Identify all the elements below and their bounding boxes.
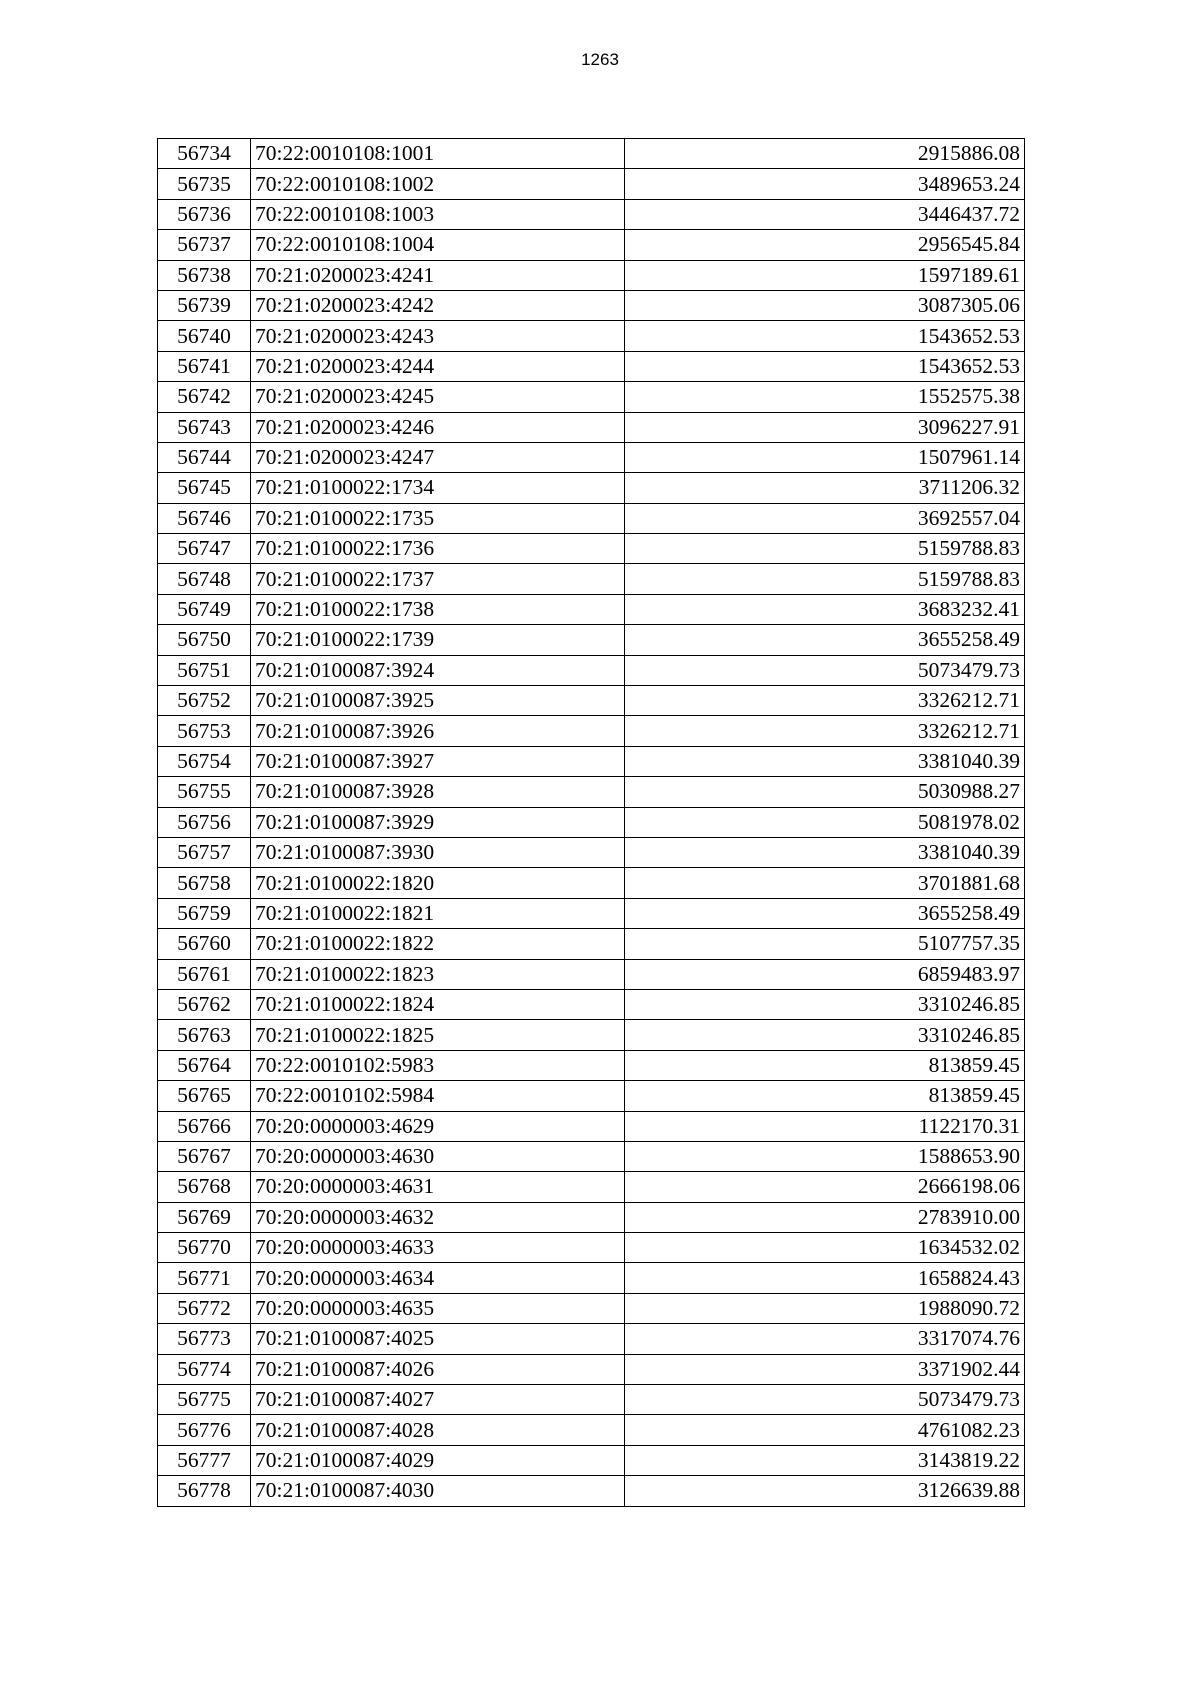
table-row	[158, 777, 1025, 807]
cadastral-value-cell: 3096227.91	[625, 412, 1025, 442]
table-row	[158, 868, 1025, 898]
cadastral-value-cell: 1122170.31	[625, 1111, 1025, 1141]
row-number-cell: 56766	[158, 1111, 251, 1141]
cadastral-value-cell: 5107757.35	[625, 929, 1025, 959]
cadastral-number-cell: 70:20:0000003:4631	[251, 1172, 625, 1202]
row-number-cell: 56737	[158, 230, 251, 260]
row-number-cell: 56769	[158, 1202, 251, 1232]
row-number-cell: 56760	[158, 929, 251, 959]
row-number-cell: 56761	[158, 959, 251, 989]
table-row	[158, 1020, 1025, 1050]
cadastral-value-cell: 813859.45	[625, 1081, 1025, 1111]
row-number-cell: 56746	[158, 503, 251, 533]
table-row	[158, 442, 1025, 472]
cadastral-number-cell: 70:21:0100022:1735	[251, 503, 625, 533]
cadastral-number-cell: 70:21:0200023:4242	[251, 290, 625, 320]
row-number-cell: 56754	[158, 746, 251, 776]
cadastral-value-cell: 1588653.90	[625, 1141, 1025, 1171]
cadastral-number-cell: 70:20:0000003:4635	[251, 1293, 625, 1323]
table-row	[158, 1111, 1025, 1141]
cadastral-value-cell: 6859483.97	[625, 959, 1025, 989]
row-number-cell: 56744	[158, 442, 251, 472]
row-number-cell: 56743	[158, 412, 251, 442]
row-number-cell: 56742	[158, 382, 251, 412]
row-number-cell: 56755	[158, 777, 251, 807]
cadastral-number-cell: 70:21:0100022:1824	[251, 989, 625, 1019]
cadastral-number-cell: 70:20:0000003:4629	[251, 1111, 625, 1141]
cadastral-number-cell: 70:20:0000003:4630	[251, 1141, 625, 1171]
cadastral-value-cell: 5159788.83	[625, 564, 1025, 594]
cadastral-value-cell: 3489653.24	[625, 169, 1025, 199]
table-row	[158, 169, 1025, 199]
cadastral-value-cell: 1507961.14	[625, 442, 1025, 472]
row-number-cell: 56752	[158, 686, 251, 716]
cadastral-value-cell: 3381040.39	[625, 746, 1025, 776]
cadastral-number-cell: 70:21:0100022:1737	[251, 564, 625, 594]
cadastral-value-cell: 5030988.27	[625, 777, 1025, 807]
table-row	[158, 746, 1025, 776]
table-row	[158, 1263, 1025, 1293]
row-number-cell: 56758	[158, 868, 251, 898]
cadastral-number-cell: 70:21:0100022:1821	[251, 898, 625, 928]
cadastral-value-cell: 3655258.49	[625, 898, 1025, 928]
row-number-cell: 56770	[158, 1233, 251, 1263]
row-number-cell: 56734	[158, 139, 251, 169]
table-row	[158, 564, 1025, 594]
cadastral-number-cell: 70:21:0100087:4026	[251, 1354, 625, 1384]
table-row	[158, 290, 1025, 320]
table-row	[158, 655, 1025, 685]
row-number-cell: 56774	[158, 1354, 251, 1384]
cadastral-value-cell: 3126639.88	[625, 1476, 1025, 1506]
cadastral-value-cell: 2783910.00	[625, 1202, 1025, 1232]
table-row	[158, 473, 1025, 503]
cadastral-number-cell: 70:21:0100087:4025	[251, 1324, 625, 1354]
cadastral-number-cell: 70:21:0100087:3925	[251, 686, 625, 716]
table-row	[158, 321, 1025, 351]
cadastral-number-cell: 70:21:0100022:1734	[251, 473, 625, 503]
row-number-cell: 56765	[158, 1081, 251, 1111]
cadastral-number-cell: 70:20:0000003:4634	[251, 1263, 625, 1293]
cadastral-number-cell: 70:21:0100087:4027	[251, 1385, 625, 1415]
table-row	[158, 1476, 1025, 1506]
row-number-cell: 56757	[158, 837, 251, 867]
row-number-cell: 56772	[158, 1293, 251, 1323]
cadastral-number-cell: 70:21:0100087:3928	[251, 777, 625, 807]
table-row	[158, 1293, 1025, 1323]
cadastral-number-cell: 70:21:0200023:4246	[251, 412, 625, 442]
table-row	[158, 1324, 1025, 1354]
cadastral-value-cell: 3446437.72	[625, 199, 1025, 229]
cadastral-value-cell: 3143819.22	[625, 1445, 1025, 1475]
cadastral-value-cell: 1597189.61	[625, 260, 1025, 290]
cadastral-number-cell: 70:22:0010102:5983	[251, 1050, 625, 1080]
row-number-cell: 56740	[158, 321, 251, 351]
row-number-cell: 56748	[158, 564, 251, 594]
table-row	[158, 412, 1025, 442]
table-row	[158, 1050, 1025, 1080]
cadastral-value-cell: 1543652.53	[625, 321, 1025, 351]
cadastral-number-cell: 70:21:0100087:4029	[251, 1445, 625, 1475]
cadastral-value-table	[157, 138, 1025, 1507]
cadastral-value-cell: 3683232.41	[625, 594, 1025, 624]
table-row	[158, 1415, 1025, 1445]
table-row	[158, 625, 1025, 655]
cadastral-number-cell: 70:21:0200023:4247	[251, 442, 625, 472]
cadastral-number-cell: 70:21:0100087:3929	[251, 807, 625, 837]
row-number-cell: 56773	[158, 1324, 251, 1354]
table-row	[158, 898, 1025, 928]
table-row	[158, 929, 1025, 959]
cadastral-number-cell: 70:21:0100022:1822	[251, 929, 625, 959]
cadastral-number-cell: 70:21:0200023:4244	[251, 351, 625, 381]
cadastral-number-cell: 70:22:0010102:5984	[251, 1081, 625, 1111]
cadastral-value-cell: 5159788.83	[625, 534, 1025, 564]
cadastral-number-cell: 70:21:0100022:1820	[251, 868, 625, 898]
row-number-cell: 56750	[158, 625, 251, 655]
row-number-cell: 56753	[158, 716, 251, 746]
table-body	[158, 139, 1025, 1507]
cadastral-number-cell: 70:22:0010108:1001	[251, 139, 625, 169]
row-number-cell: 56741	[158, 351, 251, 381]
cadastral-number-cell: 70:21:0100087:4028	[251, 1415, 625, 1445]
cadastral-value-cell: 1988090.72	[625, 1293, 1025, 1323]
cadastral-value-cell: 3310246.85	[625, 1020, 1025, 1050]
cadastral-number-cell: 70:21:0100087:3926	[251, 716, 625, 746]
row-number-cell: 56763	[158, 1020, 251, 1050]
cadastral-value-cell: 3317074.76	[625, 1324, 1025, 1354]
cadastral-value-cell: 2666198.06	[625, 1172, 1025, 1202]
table-row	[158, 1202, 1025, 1232]
table-row	[158, 1081, 1025, 1111]
cadastral-value-cell: 5073479.73	[625, 655, 1025, 685]
table-row	[158, 139, 1025, 169]
cadastral-value-cell: 1658824.43	[625, 1263, 1025, 1293]
table-row	[158, 1141, 1025, 1171]
table-row	[158, 1172, 1025, 1202]
table-row	[158, 1445, 1025, 1475]
cadastral-number-cell: 70:22:0010108:1004	[251, 230, 625, 260]
table-row	[158, 716, 1025, 746]
table-row	[158, 959, 1025, 989]
cadastral-number-cell: 70:21:0200023:4245	[251, 382, 625, 412]
cadastral-value-cell: 5081978.02	[625, 807, 1025, 837]
row-number-cell: 56749	[158, 594, 251, 624]
table-row	[158, 807, 1025, 837]
row-number-cell: 56736	[158, 199, 251, 229]
cadastral-value-cell: 3701881.68	[625, 868, 1025, 898]
table-row	[158, 1354, 1025, 1384]
table-row	[158, 503, 1025, 533]
cadastral-number-cell: 70:22:0010108:1002	[251, 169, 625, 199]
cadastral-number-cell: 70:21:0200023:4241	[251, 260, 625, 290]
cadastral-value-cell: 3655258.49	[625, 625, 1025, 655]
table-row	[158, 594, 1025, 624]
cadastral-number-cell: 70:20:0000003:4633	[251, 1233, 625, 1263]
cadastral-number-cell: 70:21:0100022:1736	[251, 534, 625, 564]
row-number-cell: 56777	[158, 1445, 251, 1475]
table-row	[158, 686, 1025, 716]
row-number-cell: 56735	[158, 169, 251, 199]
cadastral-value-cell: 3381040.39	[625, 837, 1025, 867]
cadastral-value-cell: 1543652.53	[625, 351, 1025, 381]
row-number-cell: 56771	[158, 1263, 251, 1293]
table-row	[158, 382, 1025, 412]
cadastral-number-cell: 70:21:0100087:3927	[251, 746, 625, 776]
row-number-cell: 56756	[158, 807, 251, 837]
cadastral-number-cell: 70:21:0100022:1823	[251, 959, 625, 989]
table-row	[158, 1385, 1025, 1415]
cadastral-value-cell: 813859.45	[625, 1050, 1025, 1080]
table-row	[158, 837, 1025, 867]
row-number-cell: 56762	[158, 989, 251, 1019]
cadastral-number-cell: 70:21:0100087:3924	[251, 655, 625, 685]
table-row	[158, 199, 1025, 229]
cadastral-value-cell: 3371902.44	[625, 1354, 1025, 1384]
page-number: 1263	[581, 50, 619, 69]
cadastral-number-cell: 70:21:0100022:1825	[251, 1020, 625, 1050]
cadastral-number-cell: 70:22:0010108:1003	[251, 199, 625, 229]
cadastral-number-cell: 70:20:0000003:4632	[251, 1202, 625, 1232]
cadastral-value-cell: 1634532.02	[625, 1233, 1025, 1263]
row-number-cell: 56759	[158, 898, 251, 928]
row-number-cell: 56767	[158, 1141, 251, 1171]
cadastral-number-cell: 70:21:0100022:1738	[251, 594, 625, 624]
row-number-cell: 56776	[158, 1415, 251, 1445]
cadastral-number-cell: 70:21:0100087:3930	[251, 837, 625, 867]
cadastral-number-cell: 70:21:0100022:1739	[251, 625, 625, 655]
cadastral-value-cell: 3087305.06	[625, 290, 1025, 320]
cadastral-value-cell: 5073479.73	[625, 1385, 1025, 1415]
cadastral-number-cell: 70:21:0200023:4243	[251, 321, 625, 351]
cadastral-value-cell: 4761082.23	[625, 1415, 1025, 1445]
table-row	[158, 260, 1025, 290]
table-row	[158, 230, 1025, 260]
cadastral-value-cell: 3326212.71	[625, 716, 1025, 746]
cadastral-number-cell: 70:21:0100087:4030	[251, 1476, 625, 1506]
cadastral-value-cell: 2956545.84	[625, 230, 1025, 260]
row-number-cell: 56768	[158, 1172, 251, 1202]
cadastral-value-cell: 1552575.38	[625, 382, 1025, 412]
table-row	[158, 1233, 1025, 1263]
cadastral-value-cell: 3326212.71	[625, 686, 1025, 716]
row-number-cell: 56751	[158, 655, 251, 685]
row-number-cell: 56739	[158, 290, 251, 320]
table-row	[158, 351, 1025, 381]
cadastral-value-cell: 3692557.04	[625, 503, 1025, 533]
row-number-cell: 56775	[158, 1385, 251, 1415]
cadastral-value-cell: 2915886.08	[625, 139, 1025, 169]
table-row	[158, 534, 1025, 564]
row-number-cell: 56747	[158, 534, 251, 564]
row-number-cell: 56738	[158, 260, 251, 290]
row-number-cell: 56778	[158, 1476, 251, 1506]
table-row	[158, 989, 1025, 1019]
cadastral-value-cell: 3310246.85	[625, 989, 1025, 1019]
row-number-cell: 56745	[158, 473, 251, 503]
row-number-cell: 56764	[158, 1050, 251, 1080]
cadastral-value-cell: 3711206.32	[625, 473, 1025, 503]
